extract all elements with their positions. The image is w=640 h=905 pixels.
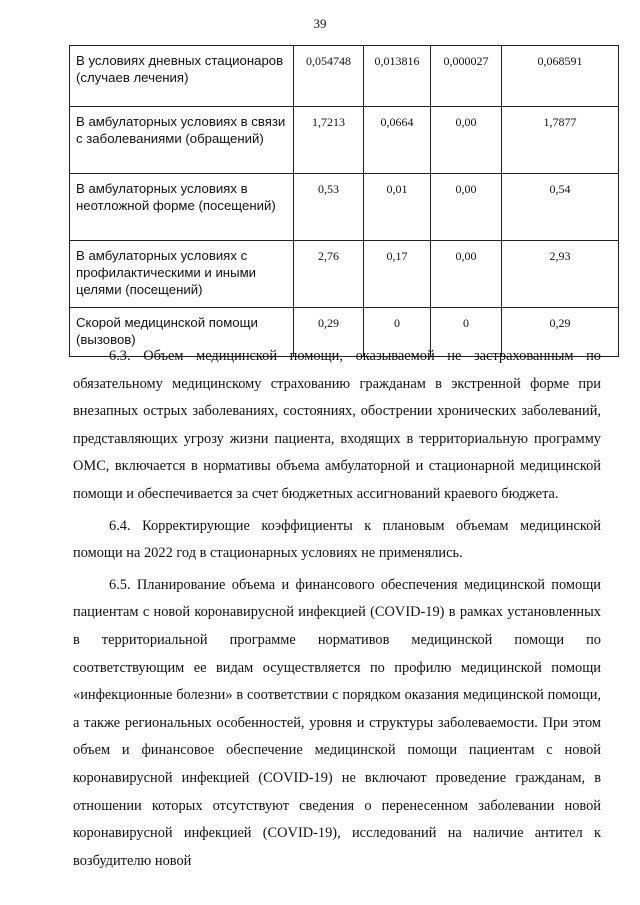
volume-table — [69, 45, 619, 357]
page-number: 39 — [313, 16, 327, 31]
cell-value: 0,29 — [502, 308, 619, 357]
row-label: Скорой медицинской помощи (вызовов) — [70, 308, 294, 357]
cell-value: 0,01 — [364, 174, 431, 241]
cell-value: 0 — [364, 308, 431, 357]
row-label: В амбулаторных условиях в неотложной форме (посещений) — [70, 174, 294, 241]
table-row — [70, 174, 619, 241]
cell-value: 0 — [431, 308, 502, 357]
cell-value: 0,068591 — [502, 46, 619, 107]
table-row — [70, 107, 619, 174]
paragraph-6-5: 6.5. Планирование объема и финансового обеспечения медицинской помощи пациентам с новой коронавирусной инфекцией (COVID-19) в рамках установленных в территориальной программе нормативов медицинской помощи по соответствующим ее видам осуществляется по профилю медицинской помощи «инфекционные болезни» в соответствии с порядком оказания медицинской помощи, а также региональных особенностей, уровня и структуры заболеваемости. При этом объем и финансовое обеспечение медицинской помощи пациентам с новой коронавирусной инфекцией (COVID-19) не включают проведение гражданам, в отношении которых отсутствуют сведения о перенесенном заболевании новой коронавирусной инфекцией (COVID-19), исследований на наличие антител к возбудителю новой — [73, 576, 601, 869]
cell-value: 0,00 — [431, 241, 502, 308]
cell-value: 0,000027 — [431, 46, 502, 107]
paragraph-6-3: 6.3. Объем медицинской помощи, оказываемой не застрахованным по обязательному медицинскому страхованию гражданам в экстренной форме при внезапных острых заболеваниях, состояниях, обострении хронических заболеваний, представляющих угрозу жизни пациента, входящих в территориальную программу ОМС, включается в нормативы объема амбулаторной и стационарной медицинской помощи и обеспечивается за счет бюджетных ассигнований краевого бюджета. — [73, 348, 601, 502]
cell-value: 0,53 — [294, 174, 364, 241]
cell-value: 1,7213 — [294, 107, 364, 174]
cell-value: 2,93 — [502, 241, 619, 308]
cell-value: 0,00 — [431, 174, 502, 241]
cell-value: 1,7877 — [502, 107, 619, 174]
cell-value: 0,54 — [502, 174, 619, 241]
cell-value: 0,00 — [431, 107, 502, 174]
cell-value: 0,17 — [364, 241, 431, 308]
row-label: В условиях дневных стационаров (случаев лечения) — [70, 46, 294, 107]
row-label: В амбулаторных условиях с профилактическими и иными целями (посещений) — [70, 241, 294, 308]
table-row — [70, 46, 619, 107]
cell-value: 0,054748 — [294, 46, 364, 107]
body-text — [73, 343, 601, 875]
row-label: В амбулаторных условиях в связи с заболеваниями (обращений) — [70, 107, 294, 174]
cell-value: 2,76 — [294, 241, 364, 308]
paragraph-6-4: 6.4. Корректирующие коэффициенты к плановым объемам медицинской помощи на 2022 год в стационарных условиях не применялись. — [73, 517, 601, 562]
cell-value: 0,0664 — [364, 107, 431, 174]
table-row — [70, 241, 619, 308]
cell-value: 0,013816 — [364, 46, 431, 107]
cell-value: 0,29 — [294, 308, 364, 357]
